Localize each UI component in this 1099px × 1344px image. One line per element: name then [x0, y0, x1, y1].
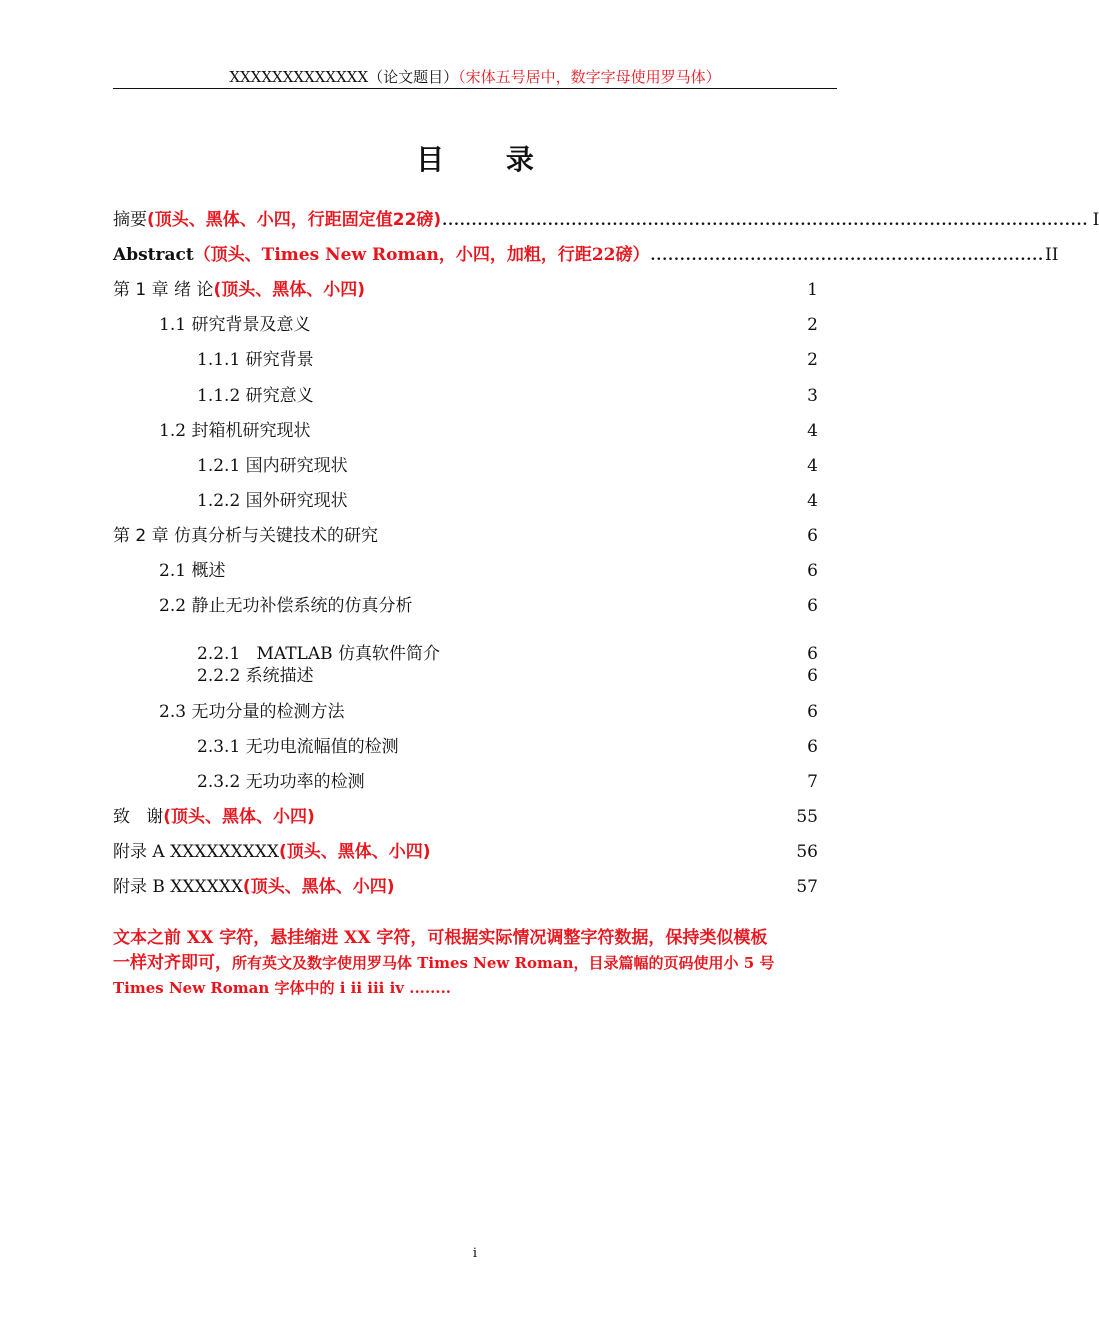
toc-entry-2-3-1[interactable] — [197, 732, 818, 756]
toc-entry-page: 2 — [807, 350, 818, 370]
toc-entry-page: 4 — [807, 491, 818, 511]
toc-entry-label: 1.1.2 研究意义 — [197, 386, 314, 406]
toc-entry-label: 1.1 研究背景及意义 — [159, 315, 311, 335]
toc-entry-abstract-cn[interactable] — [113, 205, 1099, 230]
toc-entry-1-2[interactable] — [159, 416, 818, 440]
toc-entry-page: 6 — [807, 561, 818, 581]
toc-entry-2-3-2[interactable] — [197, 767, 818, 791]
toc-entry-label: 2.2.1 MATLAB 仿真软件简介 — [197, 644, 441, 664]
toc-entry-label: 1.2.2 国外研究现状 — [197, 491, 348, 511]
toc-entry-page: 7 — [807, 772, 818, 792]
toc-entry-label: 致 谢(顶头、黑体、小四) — [113, 807, 315, 827]
toc-entry-page: 4 — [807, 456, 818, 476]
toc-entry-1-2-2[interactable] — [197, 486, 818, 510]
format-note — [113, 926, 823, 1001]
toc-entry-chapter-2[interactable] — [113, 521, 818, 545]
toc-entry-page: 6 — [807, 526, 818, 546]
toc-entry-chapter-1[interactable] — [113, 275, 818, 299]
toc-entry-2-2-2[interactable] — [197, 661, 818, 685]
toc-entry-page: 1 — [807, 280, 818, 300]
toc-entry-page: 2 — [807, 315, 818, 335]
toc-entry-label: 2.3.2 无功功率的检测 — [197, 772, 365, 792]
page-number: i — [472, 1246, 478, 1261]
toc-entry-abstract-en[interactable] — [113, 240, 1059, 265]
toc-entry-label: 1.2 封箱机研究现状 — [159, 421, 311, 441]
toc-entry-page: II — [1045, 245, 1059, 265]
toc-entry-label: 1.1.1 研究背景 — [197, 350, 314, 370]
page-header — [113, 66, 837, 89]
toc-entry-label: 2.2 静止无功补偿系统的仿真分析 — [159, 596, 413, 616]
toc-entry-label: 1.2.1 国内研究现状 — [197, 456, 348, 476]
toc-entry-2-1[interactable] — [159, 556, 818, 580]
toc-entry-2-2-1[interactable] — [197, 639, 818, 663]
toc-entry-label: 附录 A XXXXXXXXX(顶头、黑体、小四) — [113, 842, 431, 862]
format-note-line-3: Times New Roman 字体中的 i ii iii iv ........ — [113, 979, 452, 997]
toc-entry-page: 55 — [796, 807, 818, 827]
toc-entry-page: 6 — [807, 596, 818, 616]
toc-entry-label: 2.3.1 无功电流幅值的检测 — [197, 737, 399, 757]
format-note-line-1: 文本之前 XX 字符，悬挂缩进 XX 字符，可根据实际情况调整字符数据，保持类似模板 — [113, 928, 768, 948]
toc-entry-page: 3 — [807, 386, 818, 406]
toc-entry-page: 4 — [807, 421, 818, 441]
toc-entry-label: 第 1 章 绪 论(顶头、黑体、小四) — [113, 280, 365, 300]
toc-entry-page: 6 — [807, 702, 818, 722]
toc-entry-page: 56 — [796, 842, 818, 862]
toc-entry-page: 6 — [807, 666, 818, 686]
toc-entry-label: 附录 B XXXXXX(顶头、黑体、小四) — [113, 877, 395, 897]
toc-entry-2-3[interactable] — [159, 697, 818, 721]
toc-entry-acknowledgement[interactable] — [113, 802, 818, 826]
toc-entry-page: 6 — [807, 737, 818, 757]
toc-entry-1-1-1[interactable] — [197, 345, 818, 369]
header-title: XXXXXXXXXXXXX（论文题目） — [229, 68, 459, 86]
toc-entry-2-2[interactable] — [159, 591, 818, 615]
toc-entry-appendix-b[interactable] — [113, 872, 818, 896]
toc-entry-1-1[interactable] — [159, 310, 818, 334]
toc-leader-dots: ................................................................... — [650, 248, 1045, 264]
toc-entry-label: 第 2 章 仿真分析与关键技术的研究 — [113, 526, 379, 546]
toc-entry-label: 2.1 概述 — [159, 561, 226, 581]
toc-entry-label: 2.3 无功分量的检测方法 — [159, 702, 345, 722]
toc-entry-label: Abstract（顶头、Times New Roman，小四，加粗，行距22磅） — [113, 245, 650, 265]
toc-entry-1-1-2[interactable] — [197, 381, 818, 405]
toc-leader-dots: .............................................................................................................. — [442, 213, 1089, 229]
toc-entry-page: I — [1092, 210, 1099, 230]
toc-entry-label: 2.2.2 系统描述 — [197, 666, 314, 686]
toc-entry-1-2-1[interactable] — [197, 451, 818, 475]
format-note-line-2: 一样对齐即可，所有英文及数字使用罗马体 Times New Roman，目录篇幅的页码使用小 5 号 — [113, 953, 775, 973]
toc-entry-appendix-a[interactable] — [113, 837, 818, 861]
toc-entry-page: 57 — [796, 877, 818, 897]
toc-entry-label: 摘要(顶头、黑体、小四，行距固定值22磅) — [113, 210, 442, 230]
header-note: （宋体五号居中，数字字母使用罗马体） — [458, 68, 721, 86]
toc-title: 目 录 — [416, 143, 560, 176]
toc-entry-page: 6 — [807, 644, 818, 664]
